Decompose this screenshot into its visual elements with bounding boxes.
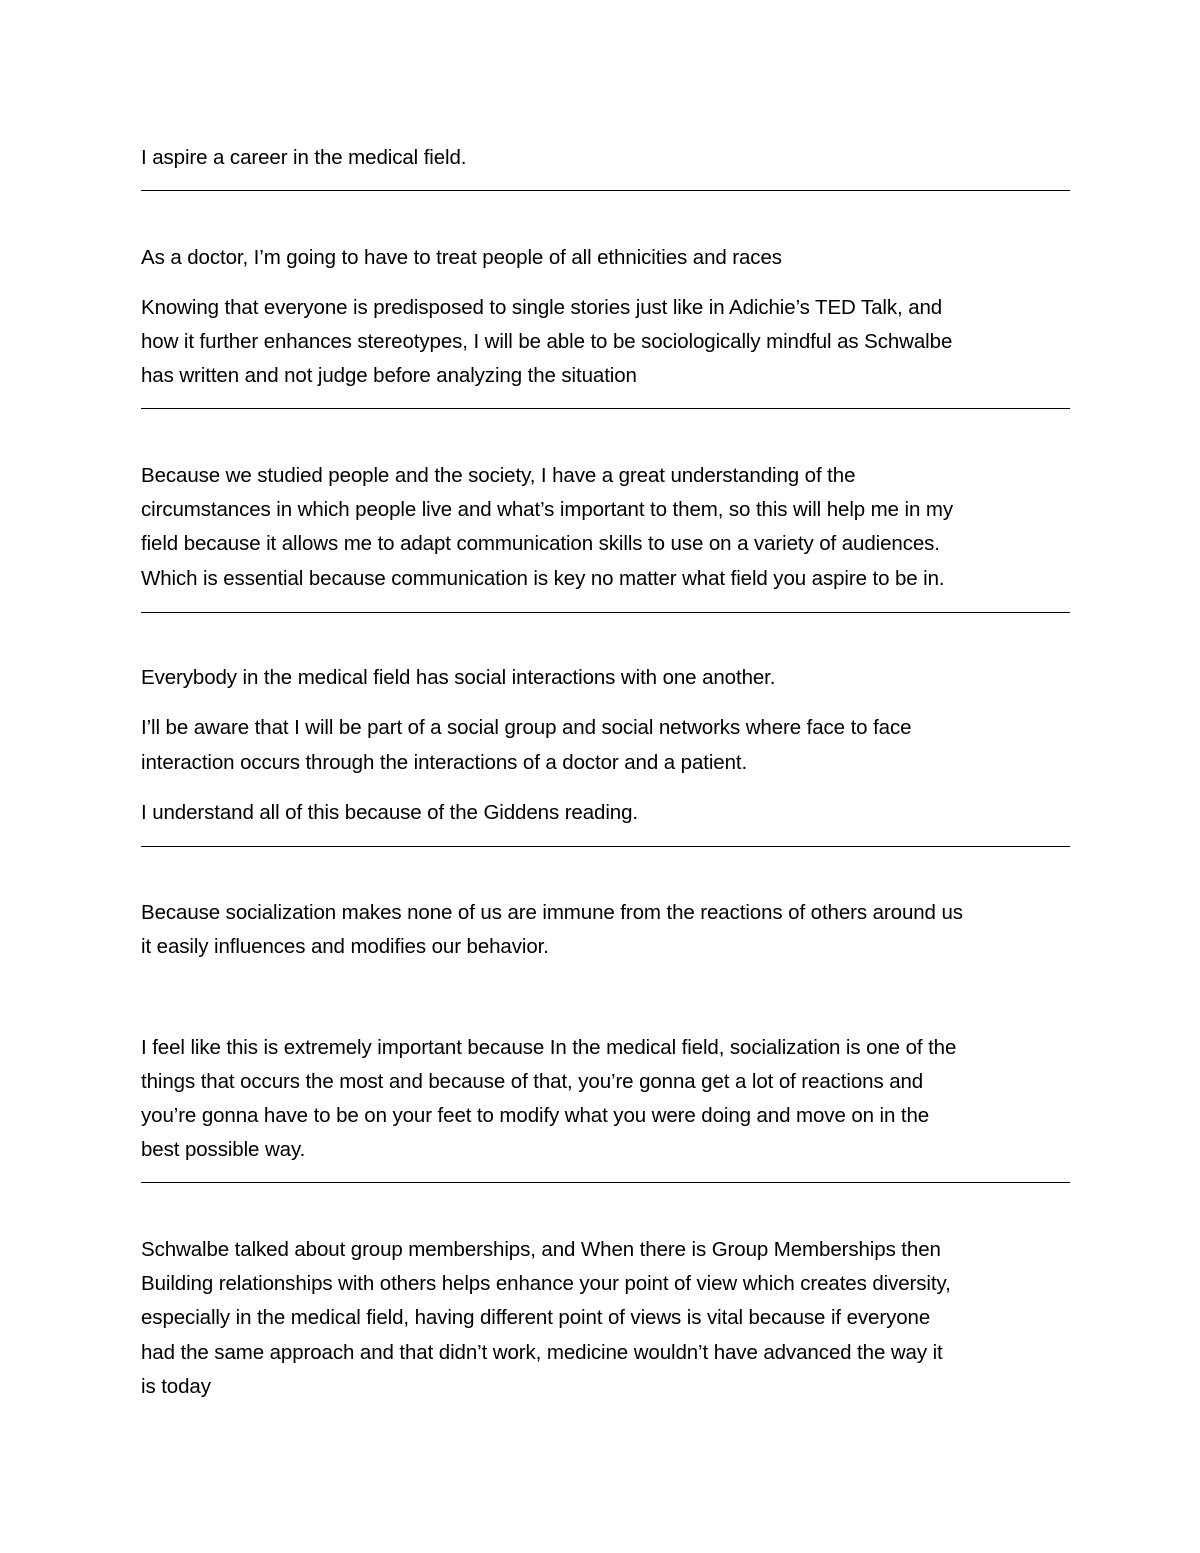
text-line: Because socialization makes none of us are immune from the reactions of others around us bbox=[141, 901, 963, 924]
text-line: things that occurs the most and because of that, you’re gonna get a lot of reactions and bbox=[141, 1070, 924, 1093]
text-line: especially in the medical field, having different point of views is vital because if everyone bbox=[141, 1306, 931, 1329]
section-divider bbox=[141, 408, 1070, 409]
text-line: Schwalbe talked about group memberships, and When there is Group Memberships then bbox=[141, 1238, 941, 1261]
text-line: I understand all of this because of the Giddens reading. bbox=[141, 801, 638, 824]
text-line: field because it allows me to adapt communication skills to use on a variety of audiences. bbox=[141, 532, 940, 555]
text-line: interaction occurs through the interactions of a doctor and a patient. bbox=[141, 751, 748, 774]
text-line: is today bbox=[141, 1375, 211, 1398]
text-line: Everybody in the medical field has social interactions with one another. bbox=[141, 666, 776, 689]
text-line: Because we studied people and the society, I have a great understanding of the bbox=[141, 464, 856, 487]
text-line: I aspire a career in the medical field. bbox=[141, 146, 467, 169]
section-divider bbox=[141, 1182, 1070, 1183]
text-line: circumstances in which people live and what’s important to them, so this will help me in my bbox=[141, 498, 954, 521]
text-line: I feel like this is extremely important because In the medical field, socialization is one of the bbox=[141, 1036, 957, 1059]
text-line: Building relationships with others helps enhance your point of view which creates diversity, bbox=[141, 1272, 951, 1295]
text-line: how it further enhances stereotypes, I will be able to be sociologically mindful as Schwalbe bbox=[141, 330, 953, 353]
text-line: had the same approach and that didn’t work, medicine wouldn’t have advanced the way it bbox=[141, 1341, 943, 1364]
text-line: has written and not judge before analyzing the situation bbox=[141, 364, 637, 387]
text-line: Knowing that everyone is predisposed to single stories just like in Adichie’s TED Talk, and bbox=[141, 296, 943, 319]
text-line: you’re gonna have to be on your feet to modify what you were doing and move on in the bbox=[141, 1104, 930, 1127]
section-divider bbox=[141, 190, 1070, 191]
text-line: As a doctor, I’m going to have to treat people of all ethnicities and races bbox=[141, 246, 782, 269]
text-line: it easily influences and modifies our behavior. bbox=[141, 935, 549, 958]
text-line: I’ll be aware that I will be part of a social group and social networks where face to face bbox=[141, 716, 912, 739]
text-line: best possible way. bbox=[141, 1138, 306, 1161]
section-divider bbox=[141, 846, 1070, 847]
section-divider bbox=[141, 612, 1070, 613]
text-line: Which is essential because communication is key no matter what field you aspire to be in. bbox=[141, 567, 945, 590]
